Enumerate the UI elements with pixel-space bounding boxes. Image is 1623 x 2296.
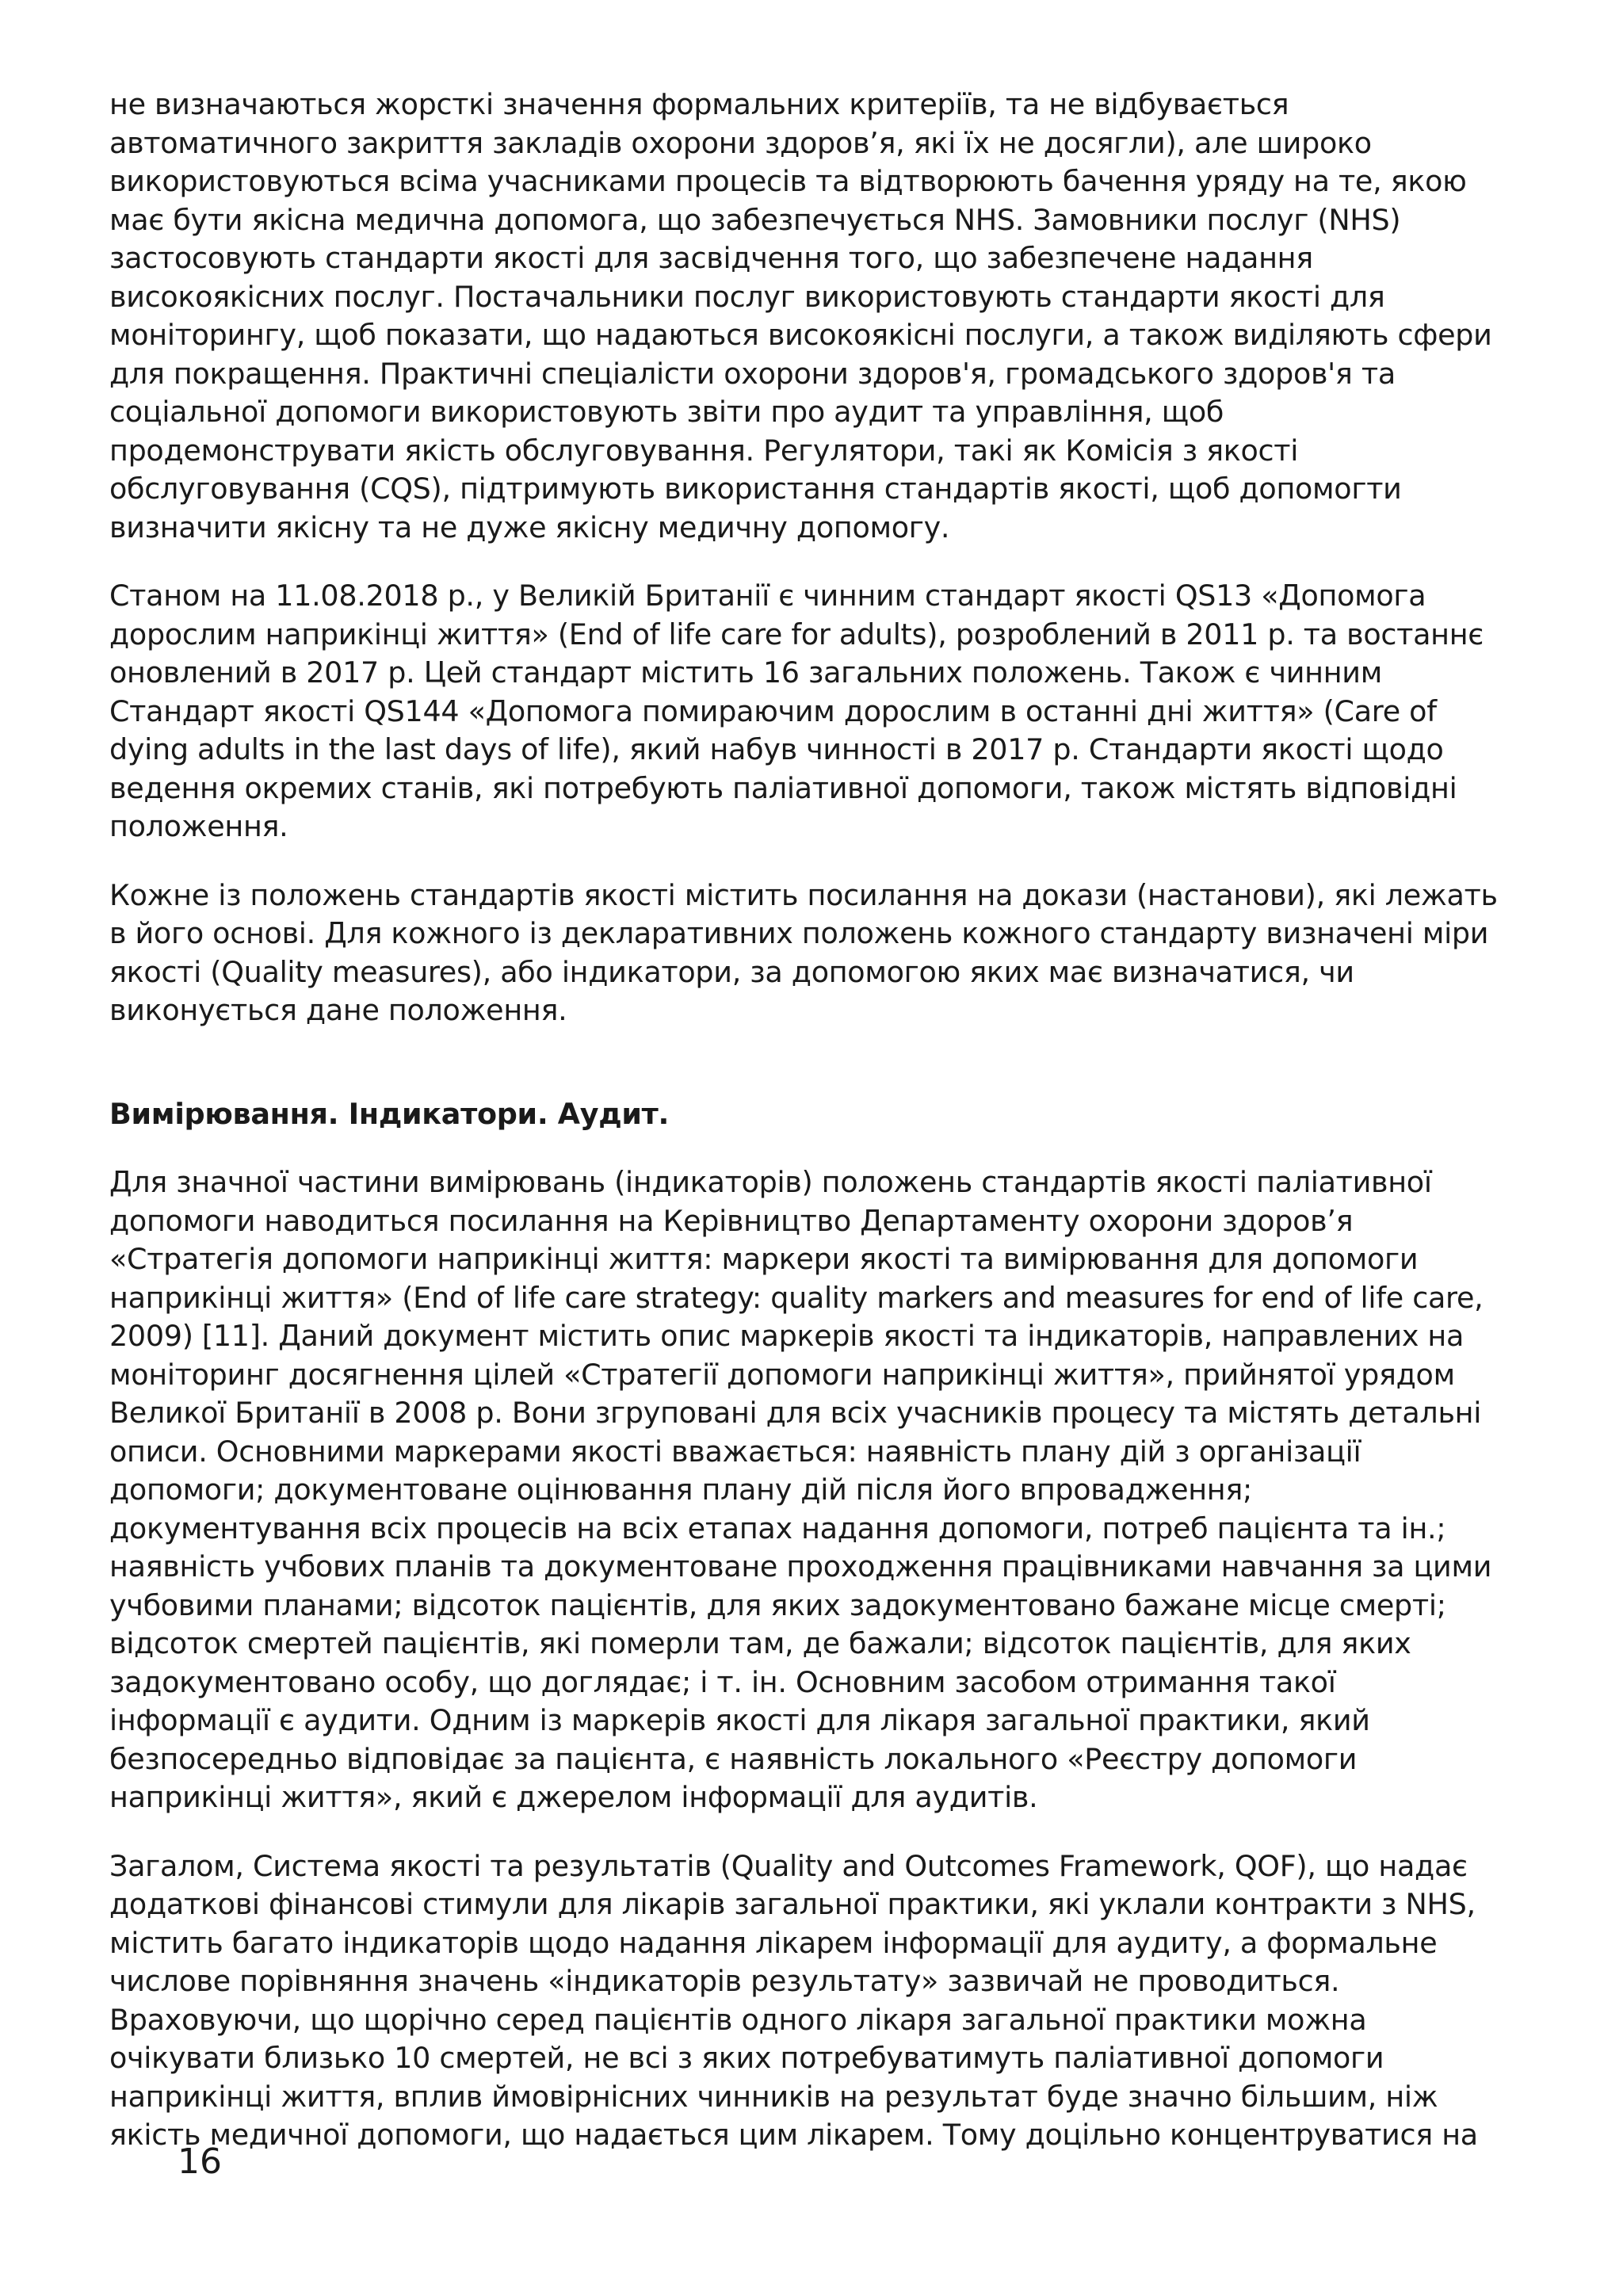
page-number: 16: [178, 2141, 222, 2182]
document-page: [109, 86, 1504, 2155]
paragraph-quality-measures: Кожне із положень стандартів якості містить посилання на докази (настанови), які лежать в його основі. Для кожного із декларативних положень кожного стандарту визначені міри якості (Quality measures), або індикатори, за допомогою яких має визначатися, чи виконується дане положення.: [109, 877, 1498, 1027]
paragraph-end-of-life-strategy: Для значної частини вимірювань (індикаторів) положень стандартів якості паліативної допомоги наводиться посилання на Керівництво Департаменту охорони здоров’я «Стратегія допомоги наприкінці життя: маркери якості та вимірювання для допомоги наприкінці життя» (End of life care strategy: quality markers and measures for end of life care, 2009) [11]. Даний документ містить опис маркерів якості та індикаторів, направлених на моніторинг досягнення цілей «Стратегії допомоги наприкінці життя», прийнятої урядом Великої Британії в 2008 р. Вони згруповані для всіх учасників процесу та містять детальні описи. Основними маркерами якості вважається: наявність плану дій з організації допомоги; документоване оцінювання плану дій після його впровадження; документування всіх процесів на всіх етапах надання допомоги, потреб пацієнта та ін.; наявність учбових планів та документоване проходження працівниками навчання за цими учбовими планами; відсоток пацієнтів, для яких задокументовано бажане місце смерті; відсоток смертей пацієнтів, які померли там, де бажали; відсоток пацієнтів, для яких задокументовано особу, що доглядає; і т. ін. Основним засобом отримання такої інформації є аудити. Одним із маркерів якості для лікаря загальної практики, який безпосередньо відповідає за пацієнта, є наявність локального «Реєстру допомоги наприкінці життя», який є джерелом інформації для аудитів.: [109, 1165, 1492, 1814]
paragraph-nhs-quality-standards: не визначаються жорсткі значення формальних критеріїв, та не відбувається автоматичного закриття закладів охорони здоров’я, які їх не досягли), але широко використовуються всіма учасниками процесів та відтворюють бачення уряду на те, якою має бути якісна медична допомога, що забезпечується NHS. Замовники послуг (NHS) застосовують стандарти якості для засвідчення того, що забезпечене надання високоякісних послуг. Постачальники послуг використовують стандарти якості для моніторингу, щоб показати, що надаються високоякісні послуги, а також виділяють сфери для покращення. Практичні спеціалісти охорони здоров'я, громадського здоров'я та соціальної допомоги використовують звіти про аудит та управління, щоб продемонструвати якість обслуговування. Регулятори, такі як Комісія з якості обслуговування (CQS), підтримують використання стандартів якості, щоб допомогти визначити якісну та не дуже якісну медичну допомогу.: [109, 87, 1492, 544]
paragraph-qs13-qs144: Станом на 11.08.2018 р., у Великій Британії є чинним стандарт якості QS13 «Допомога дорослим наприкінці життя» (End of life care for adults), розроблений в 2011 р. та востаннє оновлений в 2017 р. Цей стандарт містить 16 загальних положень. Також є чинним Стандарт якості QS144 «Допомога помираючим дорослим в останні дні життя» (Care of dying adults in the last days of life), який набув чинності в 2017 р. Стандарти якості щодо ведення окремих станів, які потребують паліативної допомоги, також містять відповідні положення.: [109, 579, 1484, 843]
paragraph-qof: Загалом, Система якості та результатів (Quality and Outcomes Framework, QOF), що надає додаткові фінансові стимули для лікарів загальної практики, які уклали контракти з NHS, містить багато індикаторів щодо надання лікарем інформації для аудиту, а формальне числове порівняння значень «індикаторів результату» зазвичай не проводиться. Враховуючи, що щорічно серед пацієнтів одного лікаря загальної практики можна очікувати близько 10 смертей, не всі з яких потребуватимуть паліативної допомоги наприкінці життя, вплив ймовірнісних чинників на результат буде значно більшим, ніж якість медичної допомоги, що надається цим лікарем. Тому доцільно концентруватися на: [109, 1848, 1478, 2152]
section-heading: Вимірювання. Індикатори. Аудит.: [109, 1096, 670, 1131]
